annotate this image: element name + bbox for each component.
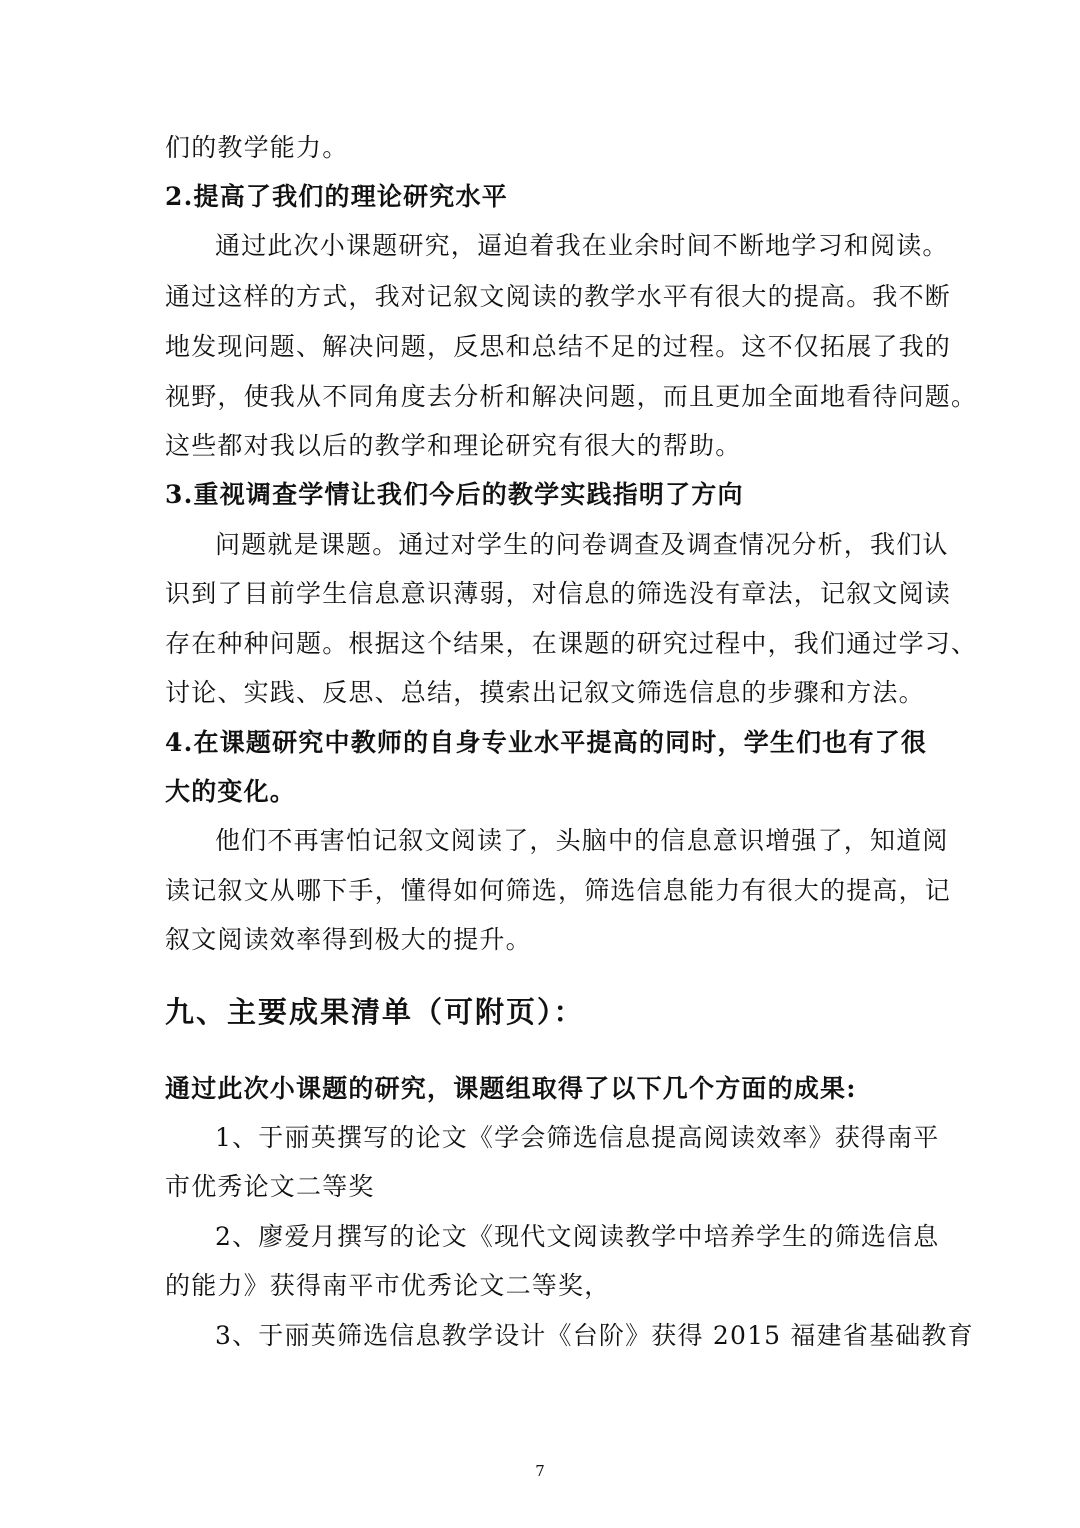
paragraph-line: 视野，使我从不同角度去分析和解决问题，而且更加全面地看待问题。 [165, 382, 978, 411]
paragraph-line: 叙文阅读效率得到极大的提升。 [165, 925, 532, 954]
paragraph-line: 识到了目前学生信息意识薄弱，对信息的筛选没有章法，记叙文阅读 [165, 579, 952, 608]
paragraph-line: 讨论、实践、反思、总结，摸索出记叙文筛选信息的步骤和方法。 [165, 678, 925, 707]
subheading-2: 2.提高了我们的理论研究水平 [165, 182, 508, 211]
result-item-3: 3、于丽英筛选信息教学设计《台阶》获得 2015 福建省基础教育 [215, 1321, 974, 1350]
paragraph-continuation: 们的教学能力。 [165, 133, 349, 162]
page-number: 7 [535, 1462, 545, 1480]
results-intro: 通过此次小课题的研究，课题组取得了以下几个方面的成果: [165, 1074, 857, 1103]
subheading-3: 3.重视调查学情让我们今后的教学实践指明了方向 [165, 480, 744, 509]
paragraph-line: 这些都对我以后的教学和理论研究有很大的帮助。 [165, 431, 742, 460]
result-item-2: 2、廖爱月撰写的论文《现代文阅读教学中培养学生的筛选信息 [215, 1222, 940, 1251]
paragraph-line: 通过这样的方式，我对记叙文阅读的教学水平有很大的提高。我不断 [165, 282, 952, 311]
subheading-4-continued: 大的变化。 [165, 777, 297, 806]
subheading-4: 4.在课题研究中教师的自身专业水平提高的同时，学生们也有了很 [165, 728, 928, 757]
paragraph-line: 他们不再害怕记叙文阅读了，头脑中的信息意识增强了，知道阅 [215, 826, 949, 855]
paragraph-line: 地发现问题、解决问题，反思和总结不足的过程。这不仅拓展了我的 [165, 332, 952, 361]
result-item-1: 1、于丽英撰写的论文《学会筛选信息提高阅读效率》获得南平 [215, 1123, 940, 1152]
paragraph-line: 问题就是课题。通过对学生的问卷调查及调查情况分析，我们认 [215, 530, 949, 559]
paragraph-line: 通过此次小课题研究，逼迫着我在业余时间不断地学习和阅读。 [215, 231, 949, 260]
result-item-1-continued: 市优秀论文二等奖 [165, 1172, 375, 1201]
result-item-2-continued: 的能力》获得南平市优秀论文二等奖， [165, 1271, 611, 1300]
paragraph-line: 读记叙文从哪下手，懂得如何筛选，筛选信息能力有很大的提高，记 [165, 876, 952, 905]
section-heading-9: 九、主要成果清单（可附页）： [165, 995, 585, 1029]
paragraph-line: 存在种种问题。根据这个结果，在课题的研究过程中，我们通过学习、 [165, 629, 978, 658]
